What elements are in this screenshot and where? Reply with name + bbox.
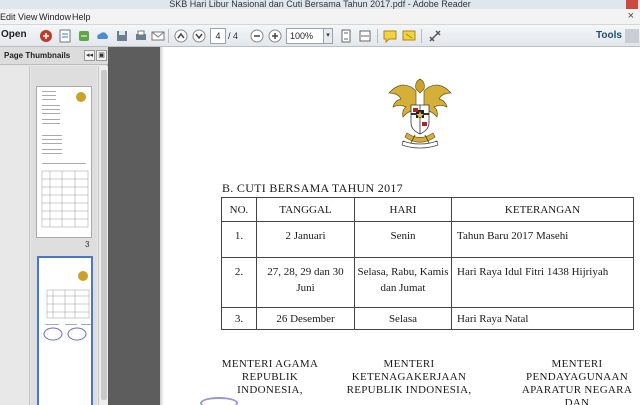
table-row (222, 258, 634, 308)
column-header-hari: HARI (355, 198, 452, 222)
upload-cloud-icon[interactable] (95, 28, 111, 44)
open-button[interactable]: Open (1, 29, 27, 40)
panel-icon-strip (0, 66, 30, 405)
page-thumbnail-3[interactable] (36, 86, 92, 238)
column-header-tanggal: TANGGAL (257, 198, 355, 222)
edit-pdf-icon[interactable] (57, 28, 73, 44)
panel-title: Page Thumbnails (4, 51, 71, 60)
section-title: B. CUTI BERSAMA TAHUN 2017 (222, 181, 403, 195)
cell-tanggal: 26 Desember (257, 308, 355, 330)
cuti-bersama-table (221, 197, 634, 330)
read-mode-icon[interactable] (427, 28, 443, 44)
menu-edit[interactable]: Edit (0, 12, 16, 22)
window-close-button[interactable] (626, 0, 638, 9)
next-page-icon[interactable] (191, 28, 207, 44)
fit-width-icon[interactable] (357, 28, 373, 44)
highlight-icon[interactable] (401, 28, 417, 44)
menu-view[interactable]: View (18, 12, 38, 22)
comment-pane-button[interactable] (625, 29, 639, 43)
menu-bar (0, 9, 640, 25)
official-stamp (200, 397, 238, 405)
cell-no: 2. (222, 258, 257, 308)
zoom-out-icon[interactable] (249, 28, 265, 44)
signature-block-pendayagunaan (514, 358, 640, 405)
signature-title: PENDAYAGUNAAN (526, 371, 628, 383)
thumbnail-scrollbar[interactable] (98, 66, 108, 405)
page-number-input[interactable]: 4 (210, 28, 226, 44)
close-document-icon[interactable]: × (627, 10, 634, 22)
print-icon[interactable] (133, 28, 149, 44)
window-title: SKB Hari Libur Nasional dan Cuti Bersama Tahun 2017.pdf - Adobe Reader (169, 0, 471, 9)
menu-help[interactable]: Help (72, 12, 91, 22)
cell-tanggal: 27, 28, 29 dan 30 Juni (257, 258, 355, 308)
cell-hari: Senin (355, 222, 452, 258)
toolbar-separator (421, 29, 422, 43)
signature-title: APARATUR NEGARA DAN (521, 384, 633, 405)
document-gutter (109, 47, 160, 405)
toolbar-separator (377, 29, 378, 43)
page-thumbnail-4[interactable] (37, 256, 93, 405)
create-pdf-icon[interactable] (38, 28, 54, 44)
email-icon[interactable] (150, 28, 166, 44)
signature-block-ketenagakerjaan (342, 358, 476, 397)
signature-title: KETENAGAKERJAAN (351, 371, 467, 383)
cell-keterangan: Tahun Baru 2017 Masehi (452, 222, 634, 258)
cell-tanggal: 2 Januari (257, 222, 355, 258)
previous-page-icon[interactable] (173, 28, 189, 44)
signature-block-agama (208, 358, 332, 397)
menu-window[interactable]: Window (39, 12, 72, 22)
cell-no: 1. (222, 222, 257, 258)
column-header-no: NO. (222, 198, 257, 222)
table-row (222, 222, 634, 258)
navigation-panel (0, 47, 108, 405)
cell-keterangan: Hari Raya Natal (452, 308, 634, 330)
panel-header (0, 47, 108, 65)
signature-title: MENTERI AGAMA (221, 358, 319, 370)
collapse-panel-icon[interactable]: ◂◂ (85, 52, 94, 59)
table-header-row (222, 198, 634, 222)
cell-hari: Selasa, Rabu, Kamis dan Jumat (355, 258, 452, 308)
document-page (160, 47, 640, 405)
zoom-dropdown-icon[interactable]: ▾ (323, 28, 333, 44)
save-icon[interactable] (114, 28, 130, 44)
signature-title: MENTERI (383, 358, 435, 370)
toolbar (0, 25, 640, 47)
signature-title: MENTERI (551, 358, 603, 370)
fit-page-icon[interactable] (338, 28, 354, 44)
thumbnail-list (31, 66, 97, 405)
cell-keterangan: Hari Raya Idul Fitri 1438 Hijriyah (452, 258, 634, 308)
toolbar-separator (168, 29, 169, 43)
scrollbar-thumb[interactable] (101, 70, 107, 400)
signature-title: REPUBLIK INDONESIA, (237, 371, 303, 396)
signature-title: REPUBLIK INDONESIA, (346, 384, 472, 396)
zoom-in-icon[interactable] (267, 28, 283, 44)
thumbnail-page-number: 3 (85, 240, 90, 249)
cell-no: 3. (222, 308, 257, 330)
tools-button[interactable]: Tools (596, 30, 622, 41)
page-total: / 4 (228, 31, 239, 41)
sticky-note-icon[interactable] (382, 28, 398, 44)
panel-options-icon[interactable]: ▣ (96, 50, 107, 61)
comment-share-icon[interactable] (76, 28, 92, 44)
title-bar (0, 0, 640, 9)
cell-hari: Selasa (355, 308, 452, 330)
page-shadow (160, 47, 164, 405)
zoom-level-input[interactable]: 100% (286, 28, 324, 44)
column-header-keterangan: KETERANGAN (452, 198, 634, 222)
table-row (222, 308, 634, 330)
garuda-emblem (385, 75, 455, 151)
